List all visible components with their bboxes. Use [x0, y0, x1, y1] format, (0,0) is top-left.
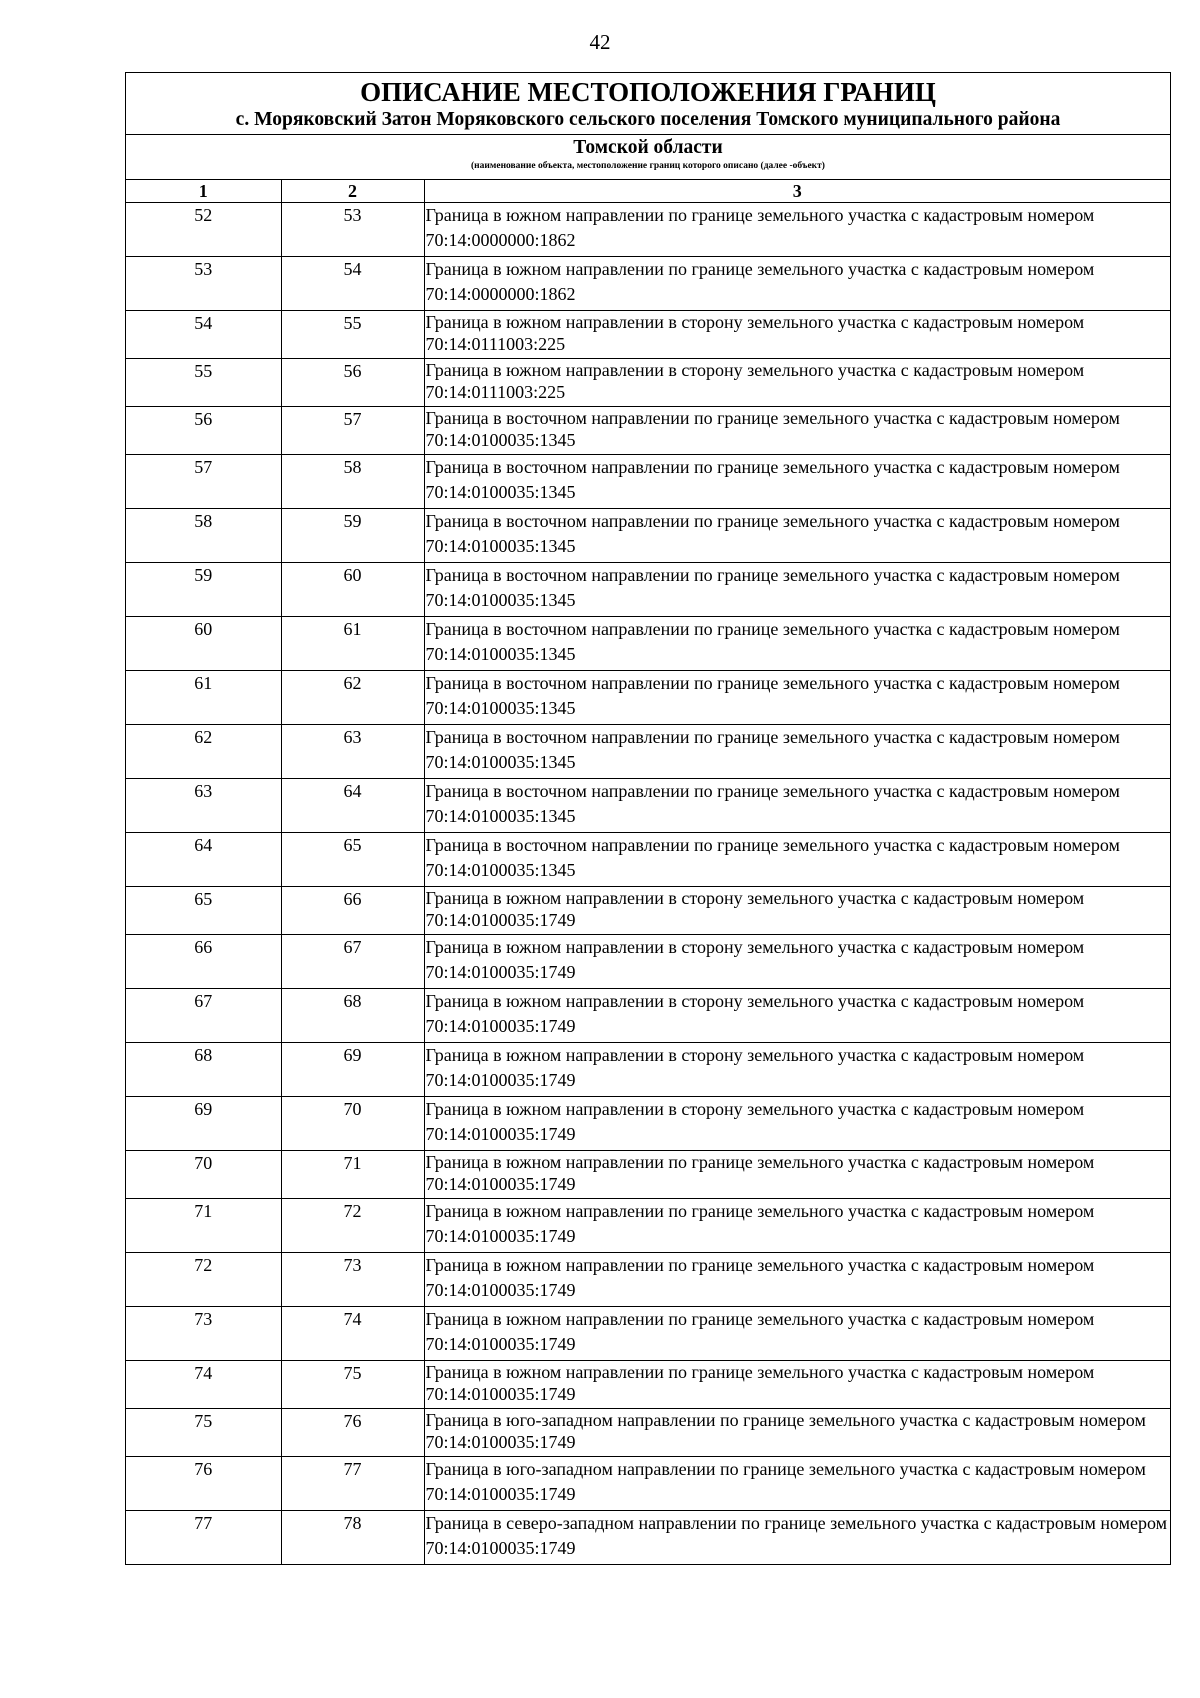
document-subtitle: с. Моряковский Затон Моряковского сельского поселения Томского муниципального района	[126, 108, 1170, 135]
table-row	[126, 1307, 1170, 1361]
point-from: 55	[126, 359, 281, 407]
point-to: 69	[281, 1043, 424, 1097]
point-to: 68	[281, 989, 424, 1043]
point-to: 53	[281, 203, 424, 257]
point-from: 67	[126, 989, 281, 1043]
point-to: 78	[281, 1511, 424, 1565]
point-from: 64	[126, 833, 281, 887]
boundary-description: Граница в восточном направлении по границе земельного участка с кадастровым номером 70:14:0100035:1345	[424, 779, 1170, 833]
column-header: 2	[281, 180, 424, 203]
table-row	[126, 509, 1170, 563]
boundary-description: Граница в восточном направлении по границе земельного участка с кадастровым номером 70:14:0100035:1345	[424, 617, 1170, 671]
document-region: Томской области	[573, 137, 723, 158]
boundary-description: Граница в южном направлении по границе земельного участка с кадастровым номером 70:14:0100035:1749	[424, 1199, 1170, 1253]
point-from: 63	[126, 779, 281, 833]
boundary-description: Граница в юго-западном направлении по границе земельного участка с кадастровым номером 70:14:0100035:1749	[424, 1457, 1170, 1511]
point-to: 62	[281, 671, 424, 725]
point-to: 75	[281, 1361, 424, 1409]
point-to: 57	[281, 407, 424, 455]
document-title: ОПИСАНИЕ МЕСТОПОЛОЖЕНИЯ ГРАНИЦ	[360, 77, 936, 107]
point-from: 66	[126, 935, 281, 989]
boundary-description: Граница в южном направлении по границе земельного участка с кадастровым номером 70:14:0100035:1749	[424, 1151, 1170, 1199]
boundary-description: Граница в восточном направлении по границе земельного участка с кадастровым номером 70:14:0100035:1345	[424, 563, 1170, 617]
table-row	[126, 455, 1170, 509]
boundary-description: Граница в восточном направлении по границе земельного участка с кадастровым номером 70:14:0100035:1345	[424, 671, 1170, 725]
point-to: 76	[281, 1409, 424, 1457]
point-to: 61	[281, 617, 424, 671]
table-row	[126, 1043, 1170, 1097]
boundary-description-document	[125, 72, 1171, 1565]
boundary-description: Граница в южном направлении в сторону земельного участка с кадастровым номером 70:14:0111003:225	[424, 359, 1170, 407]
boundary-description: Граница в южном направлении по границе земельного участка с кадастровым номером 70:14:0100035:1749	[424, 1361, 1170, 1409]
point-from: 62	[126, 725, 281, 779]
table-row	[126, 1097, 1170, 1151]
column-header: 1	[126, 180, 281, 203]
point-from: 61	[126, 671, 281, 725]
point-from: 65	[126, 887, 281, 935]
point-from: 57	[126, 455, 281, 509]
point-from: 56	[126, 407, 281, 455]
point-from: 58	[126, 509, 281, 563]
boundary-description: Граница в северо-западном направлении по границе земельного участка с кадастровым номером 70:14:0100035:1749	[424, 1511, 1170, 1565]
table-row	[126, 359, 1170, 407]
boundary-description: Граница в южном направлении по границе земельного участка с кадастровым номером 70:14:0000000:1862	[424, 257, 1170, 311]
table-row	[126, 725, 1170, 779]
point-to: 64	[281, 779, 424, 833]
point-from: 74	[126, 1361, 281, 1409]
boundary-table	[126, 180, 1170, 1565]
point-to: 63	[281, 725, 424, 779]
table-row	[126, 671, 1170, 725]
boundary-description: Граница в южном направлении в сторону земельного участка с кадастровым номером 70:14:0100035:1749	[424, 1097, 1170, 1151]
point-to: 60	[281, 563, 424, 617]
table-row	[126, 1511, 1170, 1565]
point-from: 71	[126, 1199, 281, 1253]
point-to: 74	[281, 1307, 424, 1361]
table-row	[126, 563, 1170, 617]
table-row	[126, 1253, 1170, 1307]
point-to: 67	[281, 935, 424, 989]
boundary-description: Граница в южном направлении в сторону земельного участка с кадастровым номером 70:14:0100035:1749	[424, 935, 1170, 989]
point-from: 59	[126, 563, 281, 617]
point-from: 60	[126, 617, 281, 671]
point-from: 54	[126, 311, 281, 359]
table-row	[126, 779, 1170, 833]
boundary-description: Граница в юго-западном направлении по границе земельного участка с кадастровым номером 70:14:0100035:1749	[424, 1409, 1170, 1457]
point-to: 73	[281, 1253, 424, 1307]
point-from: 53	[126, 257, 281, 311]
table-row	[126, 617, 1170, 671]
boundary-description: Граница в южном направлении в сторону земельного участка с кадастровым номером 70:14:0100035:1749	[424, 989, 1170, 1043]
point-from: 72	[126, 1253, 281, 1307]
table-row	[126, 1457, 1170, 1511]
document-note: (наименование объекта, местоположение границ которого описано (далее -объект)	[126, 160, 1170, 180]
column-header: 3	[424, 180, 1170, 203]
table-row	[126, 1409, 1170, 1457]
point-from: 73	[126, 1307, 281, 1361]
point-to: 65	[281, 833, 424, 887]
table-row	[126, 989, 1170, 1043]
point-from: 76	[126, 1457, 281, 1511]
table-row	[126, 407, 1170, 455]
point-to: 77	[281, 1457, 424, 1511]
point-from: 77	[126, 1511, 281, 1565]
point-to: 70	[281, 1097, 424, 1151]
table-row	[126, 257, 1170, 311]
table-row	[126, 311, 1170, 359]
point-to: 55	[281, 311, 424, 359]
boundary-description: Граница в восточном направлении по границе земельного участка с кадастровым номером 70:14:0100035:1345	[424, 725, 1170, 779]
table-row	[126, 833, 1170, 887]
boundary-description: Граница в южном направлении по границе земельного участка с кадастровым номером 70:14:0000000:1862	[424, 203, 1170, 257]
point-to: 58	[281, 455, 424, 509]
point-to: 59	[281, 509, 424, 563]
point-to: 72	[281, 1199, 424, 1253]
table-row	[126, 203, 1170, 257]
boundary-description: Граница в южном направлении по границе земельного участка с кадастровым номером 70:14:0100035:1749	[424, 1307, 1170, 1361]
point-from: 70	[126, 1151, 281, 1199]
boundary-description: Граница в восточном направлении по границе земельного участка с кадастровым номером 70:14:0100035:1345	[424, 407, 1170, 455]
point-to: 54	[281, 257, 424, 311]
table-row	[126, 1199, 1170, 1253]
boundary-description: Граница в южном направлении в сторону земельного участка с кадастровым номером 70:14:0100035:1749	[424, 887, 1170, 935]
boundary-description: Граница в южном направлении в сторону земельного участка с кадастровым номером 70:14:0111003:225	[424, 311, 1170, 359]
boundary-description: Граница в южном направлении по границе земельного участка с кадастровым номером 70:14:0100035:1749	[424, 1253, 1170, 1307]
point-from: 68	[126, 1043, 281, 1097]
table-row	[126, 1151, 1170, 1199]
point-from: 75	[126, 1409, 281, 1457]
point-from: 69	[126, 1097, 281, 1151]
boundary-description: Граница в восточном направлении по границе земельного участка с кадастровым номером 70:14:0100035:1345	[424, 509, 1170, 563]
boundary-description: Граница в южном направлении в сторону земельного участка с кадастровым номером 70:14:0100035:1749	[424, 1043, 1170, 1097]
boundary-description: Граница в восточном направлении по границе земельного участка с кадастровым номером 70:14:0100035:1345	[424, 455, 1170, 509]
table-row	[126, 1361, 1170, 1409]
table-row	[126, 935, 1170, 989]
point-to: 56	[281, 359, 424, 407]
table-row	[126, 887, 1170, 935]
point-to: 71	[281, 1151, 424, 1199]
boundary-description: Граница в восточном направлении по границе земельного участка с кадастровым номером 70:14:0100035:1345	[424, 833, 1170, 887]
column-header-row	[126, 180, 1170, 203]
point-to: 66	[281, 887, 424, 935]
page-number: 42	[589, 30, 611, 54]
point-from: 52	[126, 203, 281, 257]
